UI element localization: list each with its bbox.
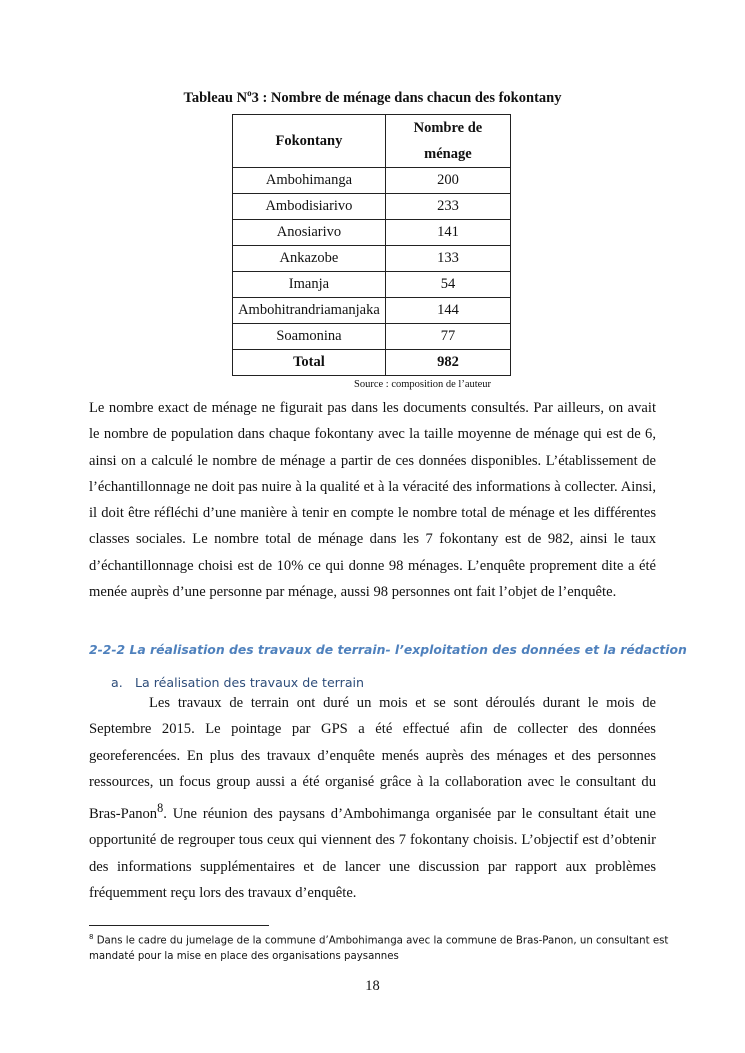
list-marker: a.: [111, 675, 123, 690]
footnote-separator: [89, 925, 269, 926]
caption-rest: 3 : Nombre de ménage dans chacun des fokontany: [251, 89, 562, 106]
table-row: [233, 194, 511, 220]
table-row: [233, 220, 511, 246]
row-households: 133: [385, 246, 510, 272]
table-row: [233, 168, 511, 194]
section-heading: 2-2-2 La réalisation des travaux de terrain- l’exploitation des données et la rédaction: [89, 642, 687, 657]
total-value: 982: [385, 350, 510, 376]
footnote-reference[interactable]: 8: [157, 801, 164, 816]
subsection-heading: [111, 675, 364, 690]
paragraph-2-end: . Une réunion des paysans d’Ambohimanga organisée par le consultant était une opportunité de regrouper tous ceux qui viennent des 7 fokontany choisis. L’objectif est d’obtenir des informations supplémentaires et de lancer une discussion par rapport aux problèmes fréquemment reçu lors des travaux d’enquête.: [89, 806, 656, 901]
row-fokontany: Anosiarivo: [233, 220, 386, 246]
row-fokontany: Ambodisiarivo: [233, 194, 386, 220]
caption-prefix: Tableau N: [183, 89, 248, 106]
caption-superscript: o: [247, 88, 252, 98]
table-row: [233, 324, 511, 350]
table-row: [233, 298, 511, 324]
footnote-text: Dans le cadre du jumelage de la commune d’Ambohimanga avec la commune de Bras-Panon, un consultant est mandaté pour la mise en place des organisations paysannes: [89, 935, 669, 962]
row-fokontany: Ambohitrandriamanjaka: [233, 298, 386, 324]
table-header-row: [233, 115, 511, 168]
table-row: [233, 246, 511, 272]
row-households: 233: [385, 194, 510, 220]
body-paragraph-2: [89, 690, 656, 906]
table-total-row: [233, 350, 511, 376]
row-households: 141: [385, 220, 510, 246]
paragraph-2-start: Les travaux de terrain ont duré un mois et se sont déroulés durant le mois de Septembre 2015. Le pointage par GPS a été effectué afin de collecter des données georeferencées. En plus des travaux d’enquête menés auprès des ménages et des personnes ressources, un focus group aussi a été organisé grâce à la collaboration avec le consultant du Bras-Panon: [89, 695, 656, 823]
footnote-number: 8: [89, 933, 94, 941]
subsection-heading-text: La réalisation des travaux de terrain: [135, 675, 365, 690]
table-caption: [0, 88, 745, 107]
row-households: 200: [385, 168, 510, 194]
row-fokontany: Imanja: [233, 272, 386, 298]
header-households-line2: ménage: [424, 146, 472, 162]
body-paragraph-1: Le nombre exact de ménage ne figurait pas dans les documents consultés. Par ailleurs, on avait le nombre de population dans chaque fokontany avec la taille moyenne de ménage qui est de 6, ainsi on a calculé le nombre de ménage a partir de ces données disponibles. L’établissement de l’échantillonnage ne doit pas nuire à la qualité et à la véracité des informations à collecter. Ainsi, il doit être réfléchi d’une manière à tenir en compte le nombre total de ménage et les différentes classes sociales. Le nombre total de ménage dans les 7 fokontany est de 982, ainsi le taux d’échantillonnage choisi est de 10% ce qui donne 98 ménages. L’enquête proprement dite a été menée auprès d’une personne par ménage, aussi 98 personnes ont fait l’objet de l’enquête.: [89, 400, 656, 601]
footnote: [89, 930, 669, 964]
total-label: Total: [233, 350, 386, 376]
table-source: Source : composition de l’auteur: [354, 379, 492, 390]
header-households: [385, 115, 510, 168]
page-number: 18: [365, 978, 380, 994]
row-fokontany: Ambohimanga: [233, 168, 386, 194]
row-fokontany: Ankazobe: [233, 246, 386, 272]
row-households: 54: [385, 272, 510, 298]
households-table: [232, 114, 511, 376]
row-fokontany: Soamonina: [233, 324, 386, 350]
row-households: 77: [385, 324, 510, 350]
table-row: [233, 272, 511, 298]
header-fokontany: Fokontany: [233, 115, 386, 168]
row-households: 144: [385, 298, 510, 324]
header-households-line1: Nombre de: [413, 120, 483, 136]
